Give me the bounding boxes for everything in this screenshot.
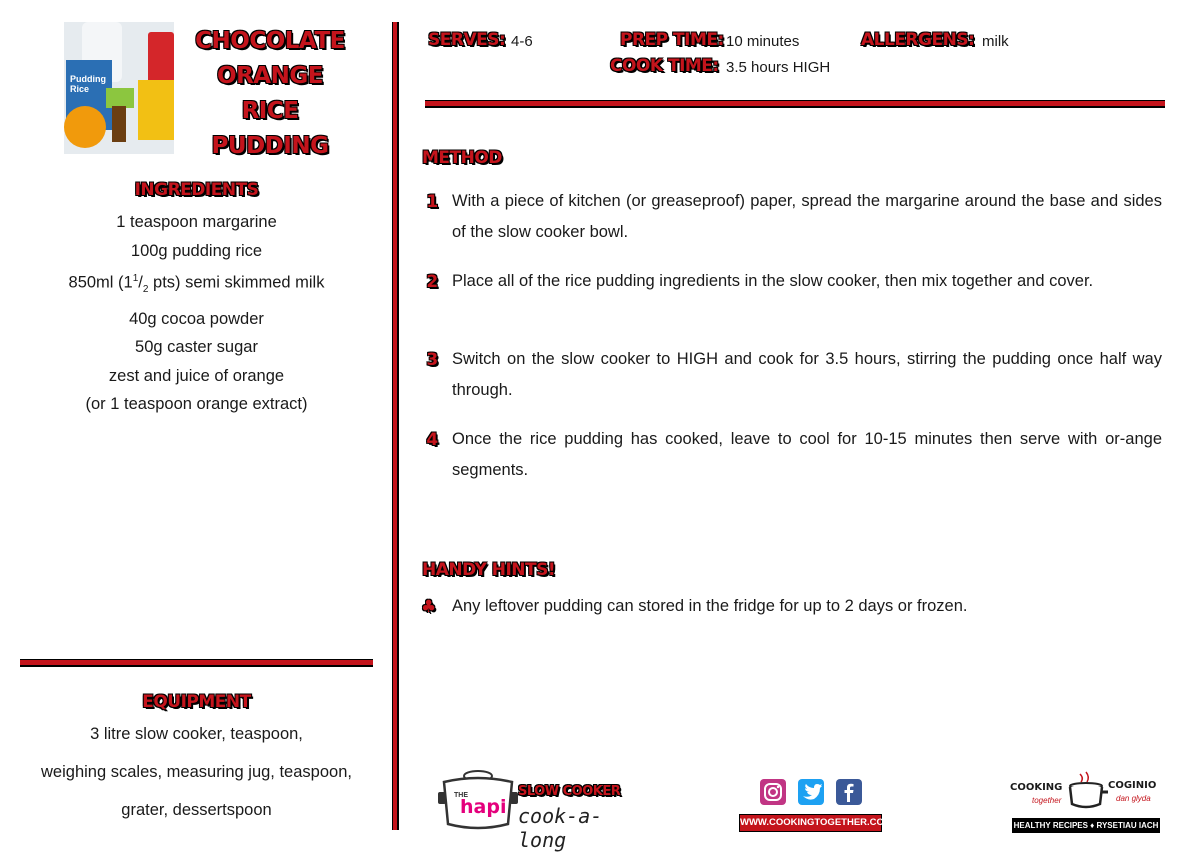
- step-number: 4: [426, 430, 438, 450]
- method-heading: METHOD: [422, 148, 502, 168]
- step-number: 1: [426, 192, 438, 212]
- step-text: With a piece of kitchen (or greaseproof) paper, spread the margarine around the base and sides of the slow cooker bowl.: [452, 192, 1162, 241]
- info-divider: [425, 100, 1165, 108]
- cook-time-value: 3.5 hours HIGH: [726, 59, 831, 76]
- hapi-text: hapi: [460, 796, 507, 818]
- together-text: together: [1032, 796, 1062, 805]
- ingredient-item: 50g caster sugar: [135, 338, 258, 357]
- recipe-photo: [64, 22, 174, 154]
- prep-time-label: PREP TIME:: [620, 30, 724, 50]
- recipe-title: [190, 24, 350, 164]
- ingredient-item-milk: 850ml ($1^1/_2$ pts) semi skimmed milk: [68, 273, 325, 295]
- title-line-1: CHOCOLATE: [195, 28, 345, 54]
- title-line-2: ORANGE: [217, 63, 323, 89]
- step-number: 2: [426, 272, 438, 292]
- step-text: Switch on the slow cooker to HIGH and cook for 3.5 hours, stirring the pudding once half way through.: [452, 350, 1162, 399]
- title-line-3: RICE PUDDING: [211, 98, 329, 159]
- handy-hints-heading: HANDY HINTS!: [422, 560, 556, 580]
- ingredient-item: zest and juice of orange: [108, 366, 285, 385]
- ingredients-heading: INGREDIENTS: [134, 180, 259, 200]
- ingredients-list: [20, 208, 373, 419]
- ingredient-item: 40g cocoa powder: [129, 309, 264, 328]
- equipment-heading: EQUIPMENT: [142, 692, 251, 712]
- serves-label: SERVES:: [428, 30, 506, 50]
- hint-bullet-icon: ♣: [421, 597, 436, 617]
- equipment-line: 3 litre slow cooker, teaspoon,: [90, 725, 303, 743]
- step-number: 3: [426, 350, 438, 370]
- facebook-icon[interactable]: [836, 779, 862, 805]
- allergens-label: ALLERGENS:: [861, 30, 975, 50]
- cook-time-label: COOK TIME:: [610, 56, 719, 76]
- serves-value: 4-6: [511, 33, 533, 50]
- twitter-icon[interactable]: [798, 779, 824, 805]
- column-divider: [392, 22, 399, 830]
- cook-a-long-text: cook-a-long: [518, 804, 603, 852]
- instagram-icon[interactable]: [760, 779, 786, 805]
- ingredient-item: 1 teaspoon margarine: [116, 213, 277, 231]
- allergens-value: milk: [982, 33, 1009, 50]
- dan-glyda-text: dan glyda: [1116, 794, 1151, 803]
- hapi-the-text: THE: [454, 792, 468, 799]
- slow-cooker-cook-a-long-logo: [438, 766, 648, 852]
- ingredient-item: (or 1 teaspoon orange extract): [85, 395, 308, 414]
- ingredients-divider: [20, 659, 373, 667]
- coginio-text: COGINIO: [1108, 780, 1157, 791]
- equipment-list: [10, 722, 383, 836]
- equipment-line: weighing scales, measuring jug, teaspoon,: [41, 763, 352, 781]
- step-text: Place all of the rice pudding ingredients in the slow cooker, then mix together and cover.: [452, 272, 1094, 290]
- photo-box-label: Pudding Rice: [70, 74, 106, 94]
- healthy-recipes-banner: HEALTHY RECIPES ♦ RYSETIAU IACH: [1012, 818, 1160, 833]
- hint-text: Any leftover pudding can stored in the fridge for up to 2 days or frozen.: [452, 597, 968, 615]
- cooking-text: COOKING: [1010, 782, 1063, 793]
- ingredient-item: 100g pudding rice: [130, 241, 263, 260]
- cooking-pot-icon: [1064, 770, 1108, 812]
- slow-cooker-text: SLOW COOKER: [518, 784, 621, 799]
- equipment-line: grater, dessertspoon: [121, 801, 272, 819]
- prep-time-value: 10 minutes: [726, 33, 800, 50]
- cooking-together-logo: [1010, 768, 1160, 816]
- website-url-link[interactable]: WWW.COOKINGTOGETHER.CO.UK: [739, 814, 882, 832]
- step-text: Once the rice pudding has cooked, leave to cool for 10-15 minutes then serve with or-ange segments.: [452, 430, 1162, 479]
